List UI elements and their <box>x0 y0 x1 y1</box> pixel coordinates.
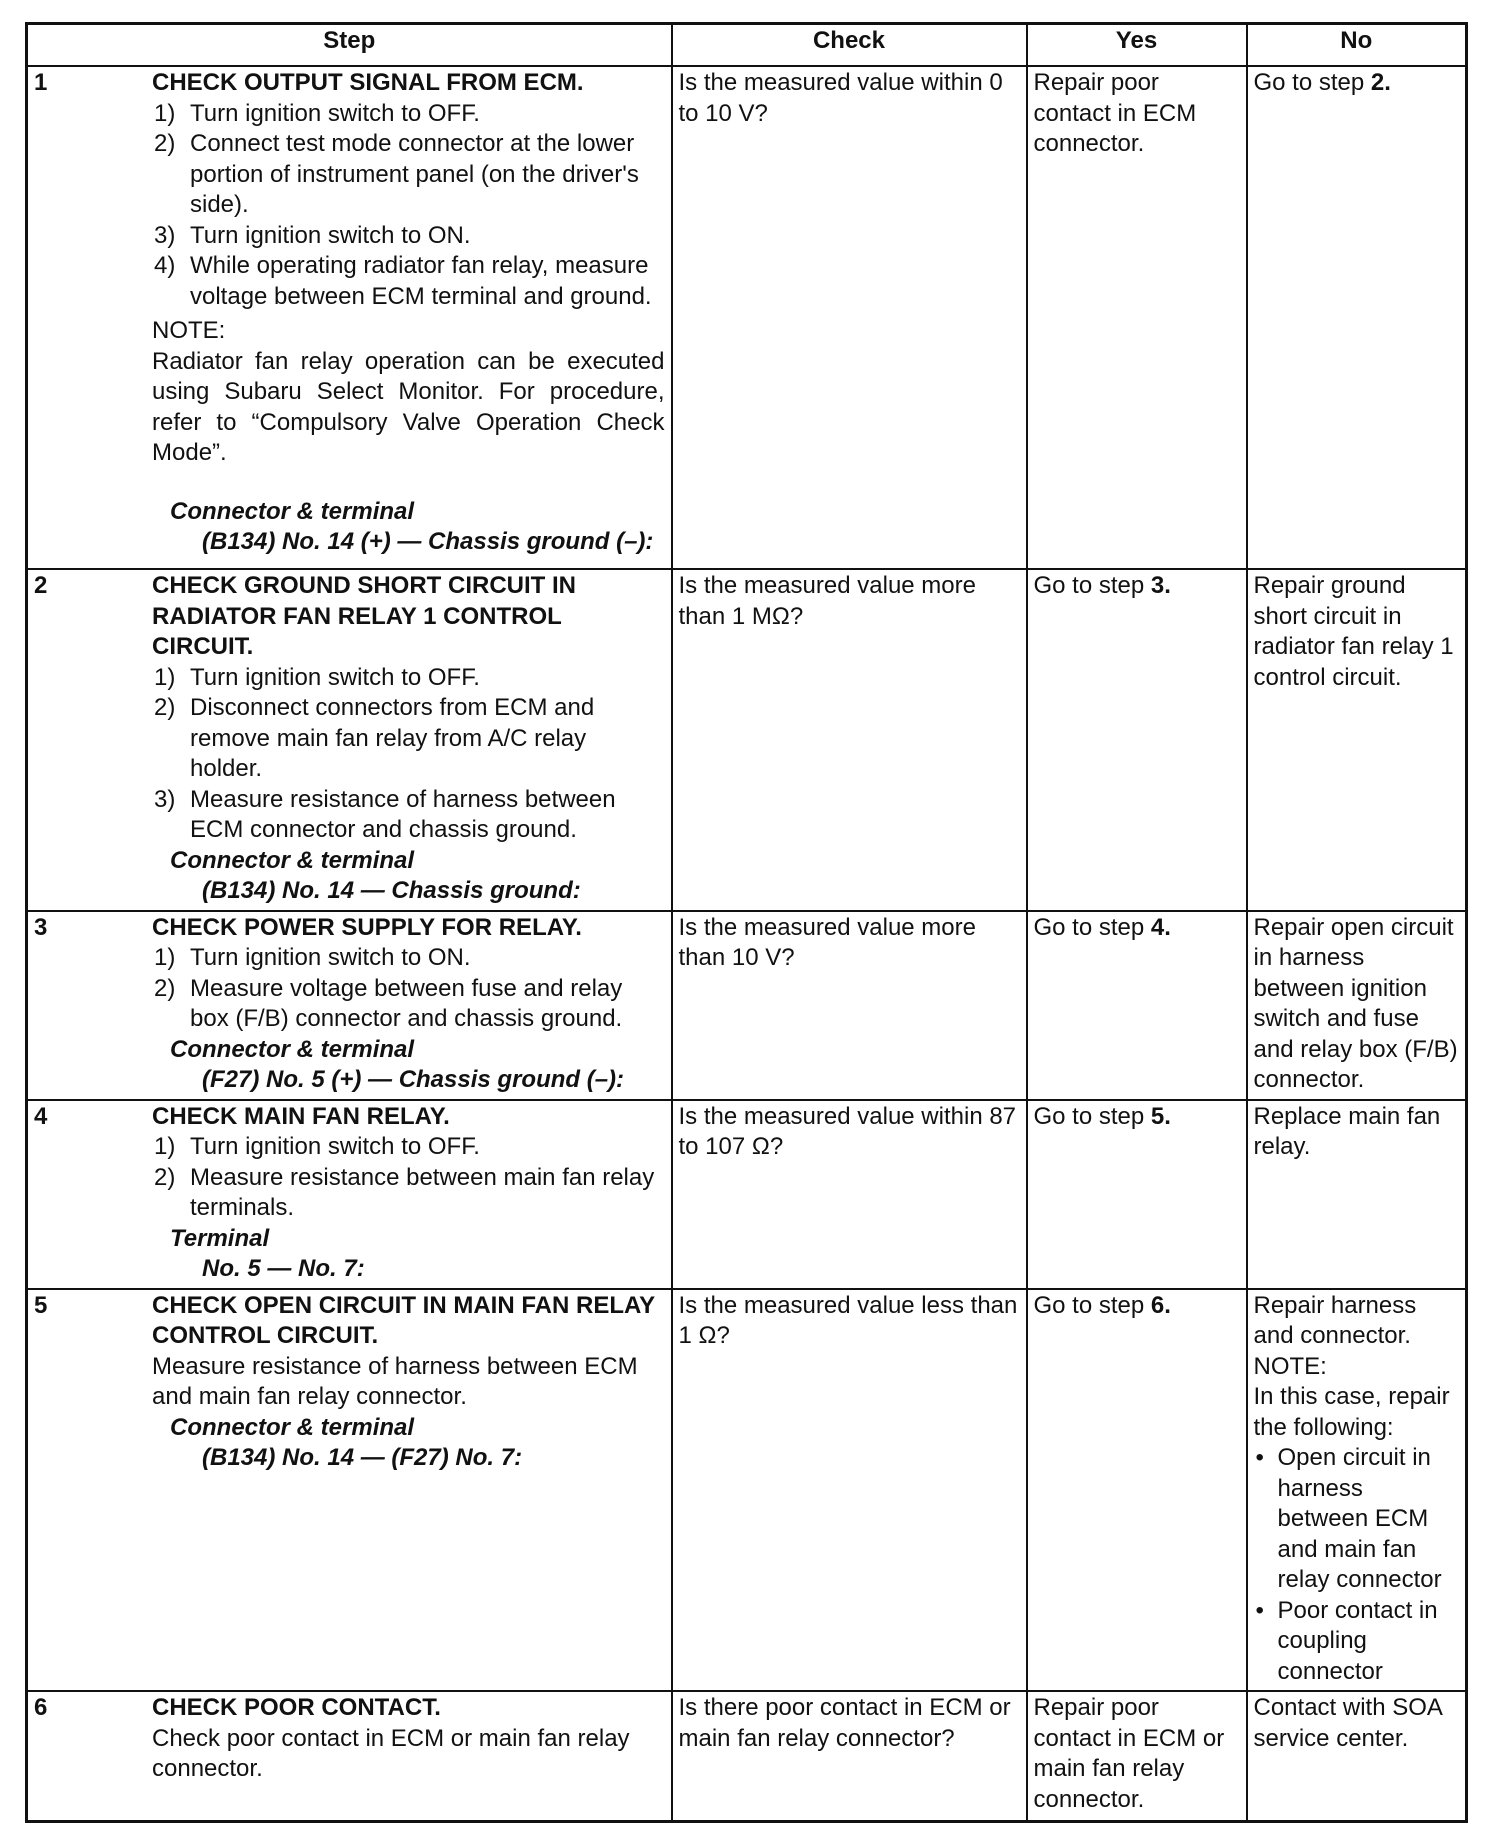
no-text: Repair harness and connector. <box>1253 1291 1417 1349</box>
header-yes: Yes <box>1027 24 1247 67</box>
connector-value: (B134) No. 14 — Chassis ground: <box>202 877 581 904</box>
yes-cell: Go to step 3. <box>1027 569 1247 911</box>
step-number: 6 <box>34 1694 48 1721</box>
connector-label: Connector & terminal <box>170 1413 415 1441</box>
step-title: CHECK POWER SUPPLY FOR RELAY. <box>152 913 582 941</box>
instruction-item: 2) Connect test mode connector at the lower portion of instrument panel (on the driver's side). <box>154 130 639 218</box>
instruction-item: 2) Measure resistance between main fan relay terminals. <box>154 1163 655 1221</box>
check-cell: Is the measured value within 87 to 107 Ω? <box>672 1100 1027 1289</box>
step-title: CHECK OUTPUT SIGNAL FROM ECM. <box>152 69 584 96</box>
step-instructions <box>152 943 665 1035</box>
note-bullets <box>1254 1443 1460 1687</box>
list-item: • Poor contact in coupling connector <box>1254 1596 1460 1688</box>
connector-label: Connector & terminal <box>170 497 415 525</box>
check-cell: Is the measured value more than 1 MΩ? <box>672 569 1027 911</box>
header-row <box>27 24 1467 67</box>
note-heading: NOTE: <box>1253 1352 1327 1380</box>
step-number: 4 <box>34 1102 48 1130</box>
no-cell: Replace main fan relay. <box>1247 1100 1467 1289</box>
step-row-2 <box>27 569 1467 911</box>
step-cell <box>27 1289 672 1692</box>
instruction-item: 1) Turn ignition switch to OFF. <box>154 99 480 127</box>
check-cell: Is there poor contact in ECM or main fan relay connector? <box>672 1691 1027 1821</box>
step-row-6 <box>27 1691 1467 1821</box>
instruction-item: 1) Turn ignition switch to ON. <box>154 944 471 971</box>
yes-cell: Go to step 4. <box>1027 911 1247 1100</box>
connector-label: Terminal <box>170 1224 270 1252</box>
no-cell: Go to step 2. <box>1247 66 1467 569</box>
connector-value: (F27) No. 5 (+) — Chassis ground (–): <box>202 1066 625 1093</box>
step-row-5 <box>27 1289 1467 1692</box>
step-row-3 <box>27 911 1467 1100</box>
connector-value: (B134) No. 14 — (F27) No. 7: <box>202 1444 523 1471</box>
note-text: Radiator fan relay operation can be executed using Subaru Select Monitor. For procedure, refer to “Compulsory Valve Operation Check Mode”. <box>152 347 665 466</box>
yes-cell: Repair poor contact in ECM connector. <box>1027 66 1247 569</box>
check-cell: Is the measured value within 0 to 10 V? <box>672 66 1027 569</box>
yes-cell: Repair poor contact in ECM or main fan relay connector. <box>1027 1691 1247 1821</box>
instruction-item: 3) Measure resistance of harness between ECM connector and chassis ground. <box>154 785 616 843</box>
step-title: CHECK POOR CONTACT. <box>152 1694 441 1721</box>
step-instructions <box>152 663 665 846</box>
check-cell: Is the measured value more than 10 V? <box>672 911 1027 1100</box>
header-no: No <box>1247 24 1467 67</box>
step-cell <box>27 911 672 1100</box>
list-item: • Open circuit in harness between ECM and main fan relay connector <box>1254 1443 1460 1596</box>
step-cell <box>27 1100 672 1289</box>
instruction-item: 4) While operating radiator fan relay, measure voltage between ECM terminal and ground. <box>154 252 652 310</box>
step-text: Check poor contact in ECM or main fan relay connector. <box>152 1724 630 1782</box>
connector-value: (B134) No. 14 (+) — Chassis ground (–): <box>202 528 654 555</box>
step-number: 3 <box>34 913 48 941</box>
yes-cell: Go to step 6. <box>1027 1289 1247 1692</box>
connector-value: No. 5 — No. 7: <box>202 1255 365 1282</box>
instruction-item: 1) Turn ignition switch to OFF. <box>154 1133 480 1160</box>
note-heading: NOTE: <box>152 317 226 344</box>
step-title: CHECK GROUND SHORT CIRCUIT IN RADIATOR FAN RELAY 1 CONTROL CIRCUIT. <box>152 572 576 660</box>
step-number: 2 <box>34 572 48 599</box>
step-instructions <box>152 99 665 313</box>
instruction-item: 2) Disconnect connectors from ECM and remove main fan relay from A/C relay holder. <box>154 694 595 782</box>
instruction-item: 3) Turn ignition switch to ON. <box>154 221 471 249</box>
connector-label: Connector & terminal <box>170 846 415 874</box>
header-check: Check <box>672 24 1027 67</box>
no-cell: Contact with SOA service center. <box>1247 1691 1467 1821</box>
step-cell <box>27 66 672 569</box>
no-cell <box>1247 1289 1467 1692</box>
diagnostic-table <box>25 22 1468 1823</box>
no-cell: Repair ground short circuit in radiator fan relay 1 control circuit. <box>1247 569 1467 911</box>
step-cell <box>27 569 672 911</box>
instruction-item: 1) Turn ignition switch to OFF. <box>154 663 480 691</box>
step-cell <box>27 1691 672 1821</box>
step-title: CHECK MAIN FAN RELAY. <box>152 1102 450 1130</box>
step-row-1 <box>27 66 1467 569</box>
step-text: Measure resistance of harness between ECM and main fan relay connector. <box>152 1352 638 1410</box>
note-text: In this case, repair the following: <box>1253 1383 1450 1441</box>
yes-cell: Go to step 5. <box>1027 1100 1247 1289</box>
step-instructions <box>152 1132 665 1224</box>
header-step: Step <box>27 24 672 67</box>
step-number: 5 <box>34 1291 48 1319</box>
no-cell: Repair open circuit in harness between ignition switch and fuse and relay box (F/B) connector. <box>1247 911 1467 1100</box>
step-number: 1 <box>34 69 48 96</box>
connector-label: Connector & terminal <box>170 1035 415 1063</box>
step-title: CHECK OPEN CIRCUIT IN MAIN FAN RELAY CONTROL CIRCUIT. <box>152 1291 655 1349</box>
step-row-4 <box>27 1100 1467 1289</box>
instruction-item: 2) Measure voltage between fuse and relay box (F/B) connector and chassis ground. <box>154 974 623 1032</box>
check-cell: Is the measured value less than 1 Ω? <box>672 1289 1027 1692</box>
